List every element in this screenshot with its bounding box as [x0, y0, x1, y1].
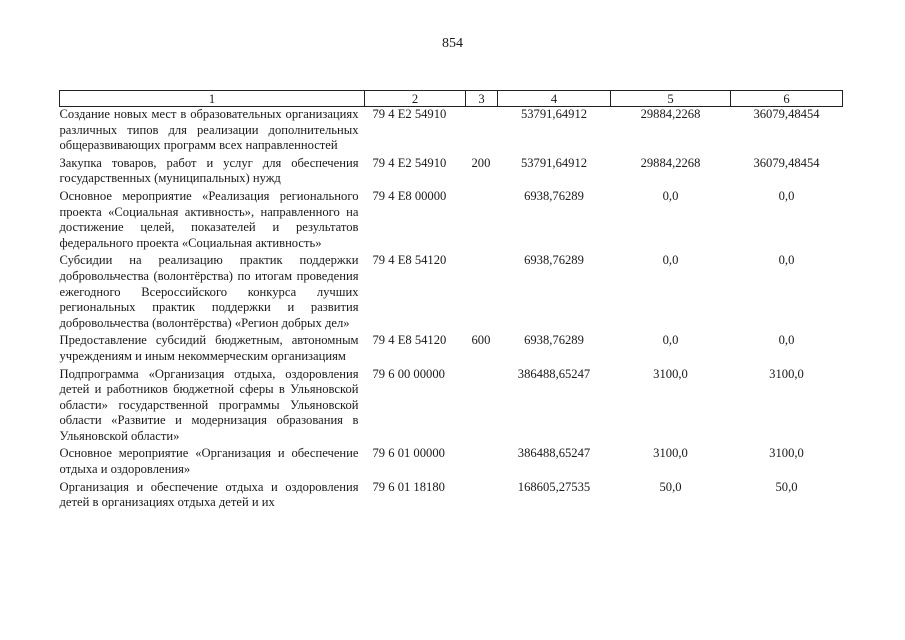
page-number: 854	[442, 36, 463, 51]
table-row	[60, 333, 843, 366]
row-sum-3: 36079,48454	[753, 155, 820, 170]
table-row	[60, 189, 843, 253]
row-sum-3: 36079,48454	[753, 107, 820, 121]
column-header-sum-3: 6	[731, 91, 843, 107]
row-expense-type	[466, 253, 498, 333]
row-sum-2: 3100,0	[653, 446, 688, 461]
row-sum-3: 0,0	[778, 188, 795, 203]
row-expense-type	[466, 480, 498, 513]
row-sum-2: 0,0	[662, 333, 679, 348]
row-name: Создание новых мест в образовательных организациях различных типов для реализации дополнительных общеразвивающих программ всех направленностей	[59, 107, 359, 153]
row-code: 79 6 01 00000	[372, 446, 445, 461]
row-sum-3: 0,0	[778, 333, 795, 348]
row-name: Подпрограмма «Организация отдыха, оздоровления детей и работников бюджетной сферы в Ульяновской области» государственной программы Ульяновской области «Развитие и модернизация образования в Ульяновской области»	[59, 366, 359, 443]
row-sum-1: 6938,76289	[524, 253, 584, 268]
table-row	[60, 480, 843, 513]
column-header-sum-2: 5	[611, 91, 731, 107]
row-expense-type	[466, 367, 498, 447]
row-sum-3: 3100,0	[769, 366, 804, 381]
row-expense-type: 600	[471, 333, 491, 348]
row-name: Основное мероприятие «Реализация регионального проекта «Социальная активность», направленного на достижение целей, показателей и результатов федерального проекта «Социальная активность»	[59, 188, 359, 250]
row-name: Предоставление субсидий бюджетным, автономным учреждениям и иным некоммерческим организациям	[59, 333, 359, 363]
row-sum-3: 50,0	[775, 479, 798, 494]
row-expense-type	[466, 107, 498, 156]
table-header-row	[60, 91, 843, 107]
row-name: Закупка товаров, работ и услуг для обеспечения государственных (муниципальных) нужд	[59, 155, 359, 186]
column-header-name: 1	[60, 91, 365, 107]
row-name: Субсидии на реализацию практик поддержки добровольчества (волонтёрства) по итогам проведения ежегодного Всероссийского конкурса лучших региональных практик поддержки и развития добровольчества (волонтёрства) «Регион добрых дел»	[59, 253, 359, 330]
table-row	[60, 446, 843, 479]
row-code: 79 6 00 00000	[372, 366, 445, 381]
row-sum-2: 3100,0	[653, 366, 688, 381]
budget-table	[59, 90, 843, 513]
row-expense-type: 200	[471, 155, 491, 170]
row-sum-2: 29884,2268	[640, 107, 701, 121]
row-sum-2: 0,0	[662, 253, 679, 268]
row-code: 79 4 E2 54910	[372, 107, 447, 121]
row-code: 79 4 E8 54120	[372, 253, 447, 268]
table-row	[60, 253, 843, 333]
row-code: 79 4 E2 54910	[372, 155, 447, 170]
row-code: 79 4 E8 54120	[372, 333, 447, 348]
row-name: Основное мероприятие «Организация и обеспечение отдыха и оздоровления»	[59, 446, 359, 477]
column-header-expense-type: 3	[466, 91, 498, 107]
row-sum-1: 6938,76289	[524, 188, 584, 203]
table-row	[60, 367, 843, 447]
row-sum-3: 0,0	[778, 253, 795, 268]
row-sum-1: 6938,76289	[524, 333, 584, 348]
row-sum-1: 386488,65247	[517, 366, 591, 381]
row-sum-1: 386488,65247	[517, 446, 591, 461]
row-sum-1: 168605,27535	[517, 479, 591, 494]
row-sum-1: 53791,64912	[520, 107, 588, 121]
row-code: 79 4 E8 00000	[372, 188, 447, 203]
row-sum-2: 0,0	[662, 188, 679, 203]
row-name: Организация и обеспечение отдыха и оздоровления детей в организациях отдыха детей и их	[59, 479, 359, 510]
row-sum-3: 3100,0	[769, 446, 804, 461]
column-header-code: 2	[365, 91, 466, 107]
table-row	[60, 107, 843, 156]
row-sum-2: 50,0	[659, 479, 682, 494]
row-sum-2: 29884,2268	[640, 155, 701, 170]
row-expense-type	[466, 189, 498, 253]
column-header-sum-1: 4	[498, 91, 611, 107]
table-row	[60, 156, 843, 189]
row-code: 79 6 01 18180	[372, 479, 445, 494]
row-expense-type	[466, 446, 498, 479]
row-sum-1: 53791,64912	[520, 155, 588, 170]
